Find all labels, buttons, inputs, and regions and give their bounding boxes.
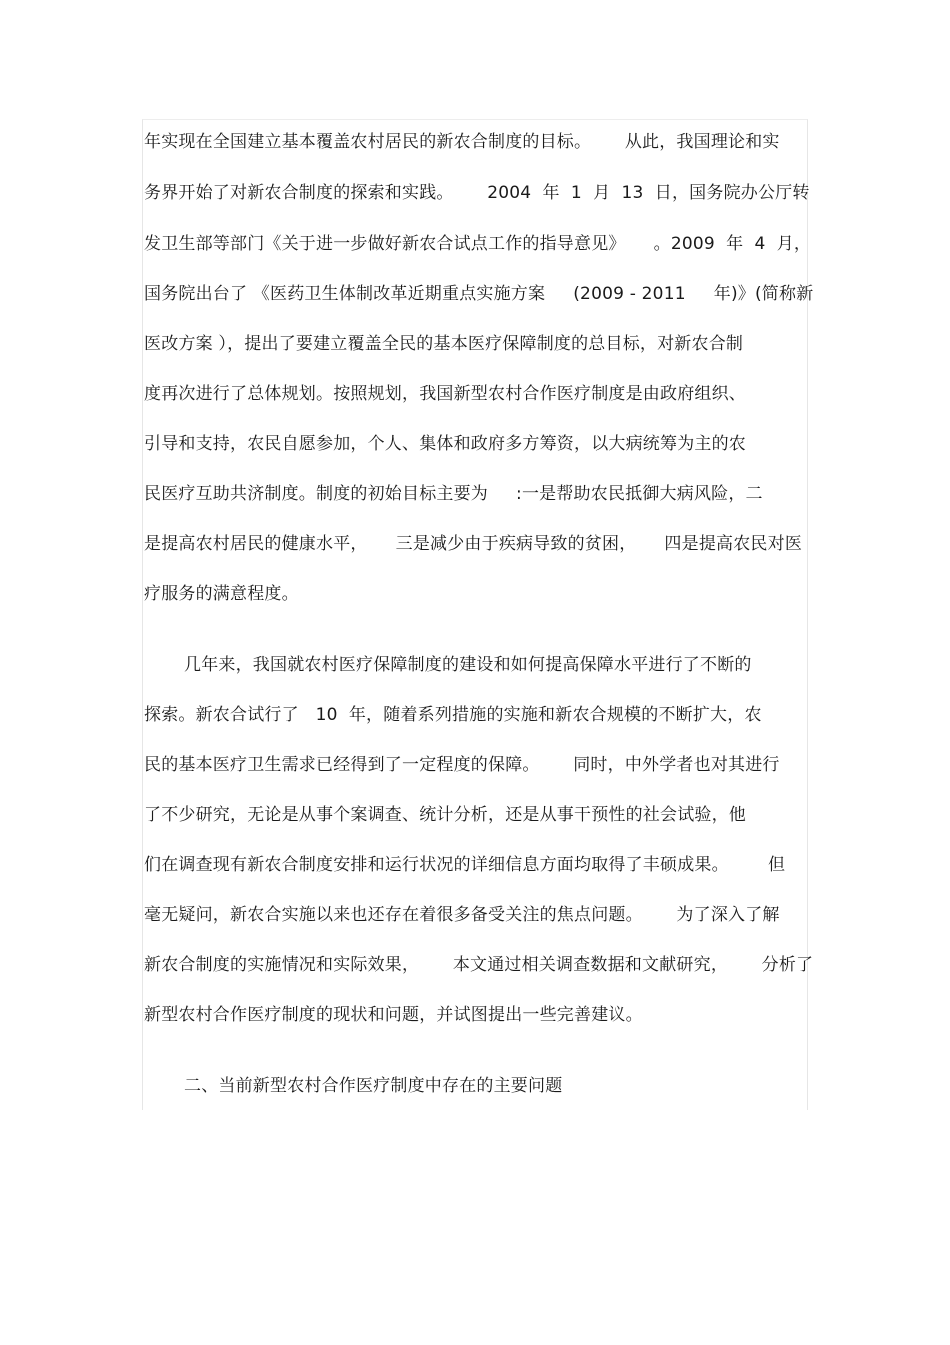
paragraph-2-line: 了不少研究，无论是从事个案调查、统计分析，还是从事干预性的社会试验，他 [144, 805, 746, 825]
paragraph-2-line: 新型农村合作医疗制度的现状和问题，并试图提出一些完善建议。 [144, 1005, 643, 1025]
paragraph-2-line: 们在调查现有新农合制度安排和运行状况的详细信息方面均取得了丰硕成果。 但 [144, 855, 786, 875]
paragraph-2-line: 民的基本医疗卫生需求已经得到了一定程度的保障。 同时，中外学者也对其进行 [144, 755, 780, 775]
paragraph-1-line: 度再次进行了总体规划。按照规划，我国新型农村合作医疗制度是由政府组织、 [144, 384, 746, 404]
paragraph-2-line: 新农合制度的实施情况和实际效果， 本文通过相关调查数据和文献研究， 分析了 [144, 955, 814, 975]
paragraph-2-line: 探索。新农合试行了 10 年，随着系列措施的实施和新农合规模的不断扩大，农 [144, 705, 762, 725]
section-heading: 二、当前新型农村合作医疗制度中存在的主要问题 [184, 1076, 563, 1096]
paragraph-1-line: 医改方案 ），提出了要建立覆盖全民的基本医疗保障制度的总目标，对新农合制 [144, 334, 744, 354]
paragraph-1-line: 务界开始了对新农合制度的探索和实践。 2004 年 1 月 13 日，国务院办公厅转 [144, 183, 810, 203]
paragraph-2-line: 毫无疑问，新农合实施以来也还存在着很多备受关注的焦点问题。 为了深入了解 [144, 905, 780, 925]
paragraph-1-line: 国务院出台了 《医药卫生体制改革近期重点实施方案 (2009 - 2011 年)》(简称新 [144, 284, 814, 304]
paragraph-1-line: 是提高农村居民的健康水平， 三是减少由于疾病导致的贫困， 四是提高农民对医 [144, 534, 803, 554]
paragraph-1-line: 引导和支持，农民自愿参加，个人、集体和政府多方筹资，以大病统筹为主的农 [144, 434, 746, 454]
paragraph-2-line: 几年来，我国就农村医疗保障制度的建设和如何提高保障水平进行了不断的 [184, 655, 752, 675]
paragraph-1-line: 民医疗互助共济制度。制度的初始目标主要为 :一是帮助农民抵御大病风险，二 [144, 484, 763, 504]
paragraph-1-line: 年实现在全国建立基本覆盖农村居民的新农合制度的目标。 从此，我国理论和实 [144, 132, 780, 152]
paragraph-1-line: 疗服务的满意程度。 [144, 584, 299, 604]
paragraph-1-line: 发卫生部等部门《关于进一步做好新农合试点工作的指导意见》 。2009 年 4 月， [144, 234, 812, 254]
